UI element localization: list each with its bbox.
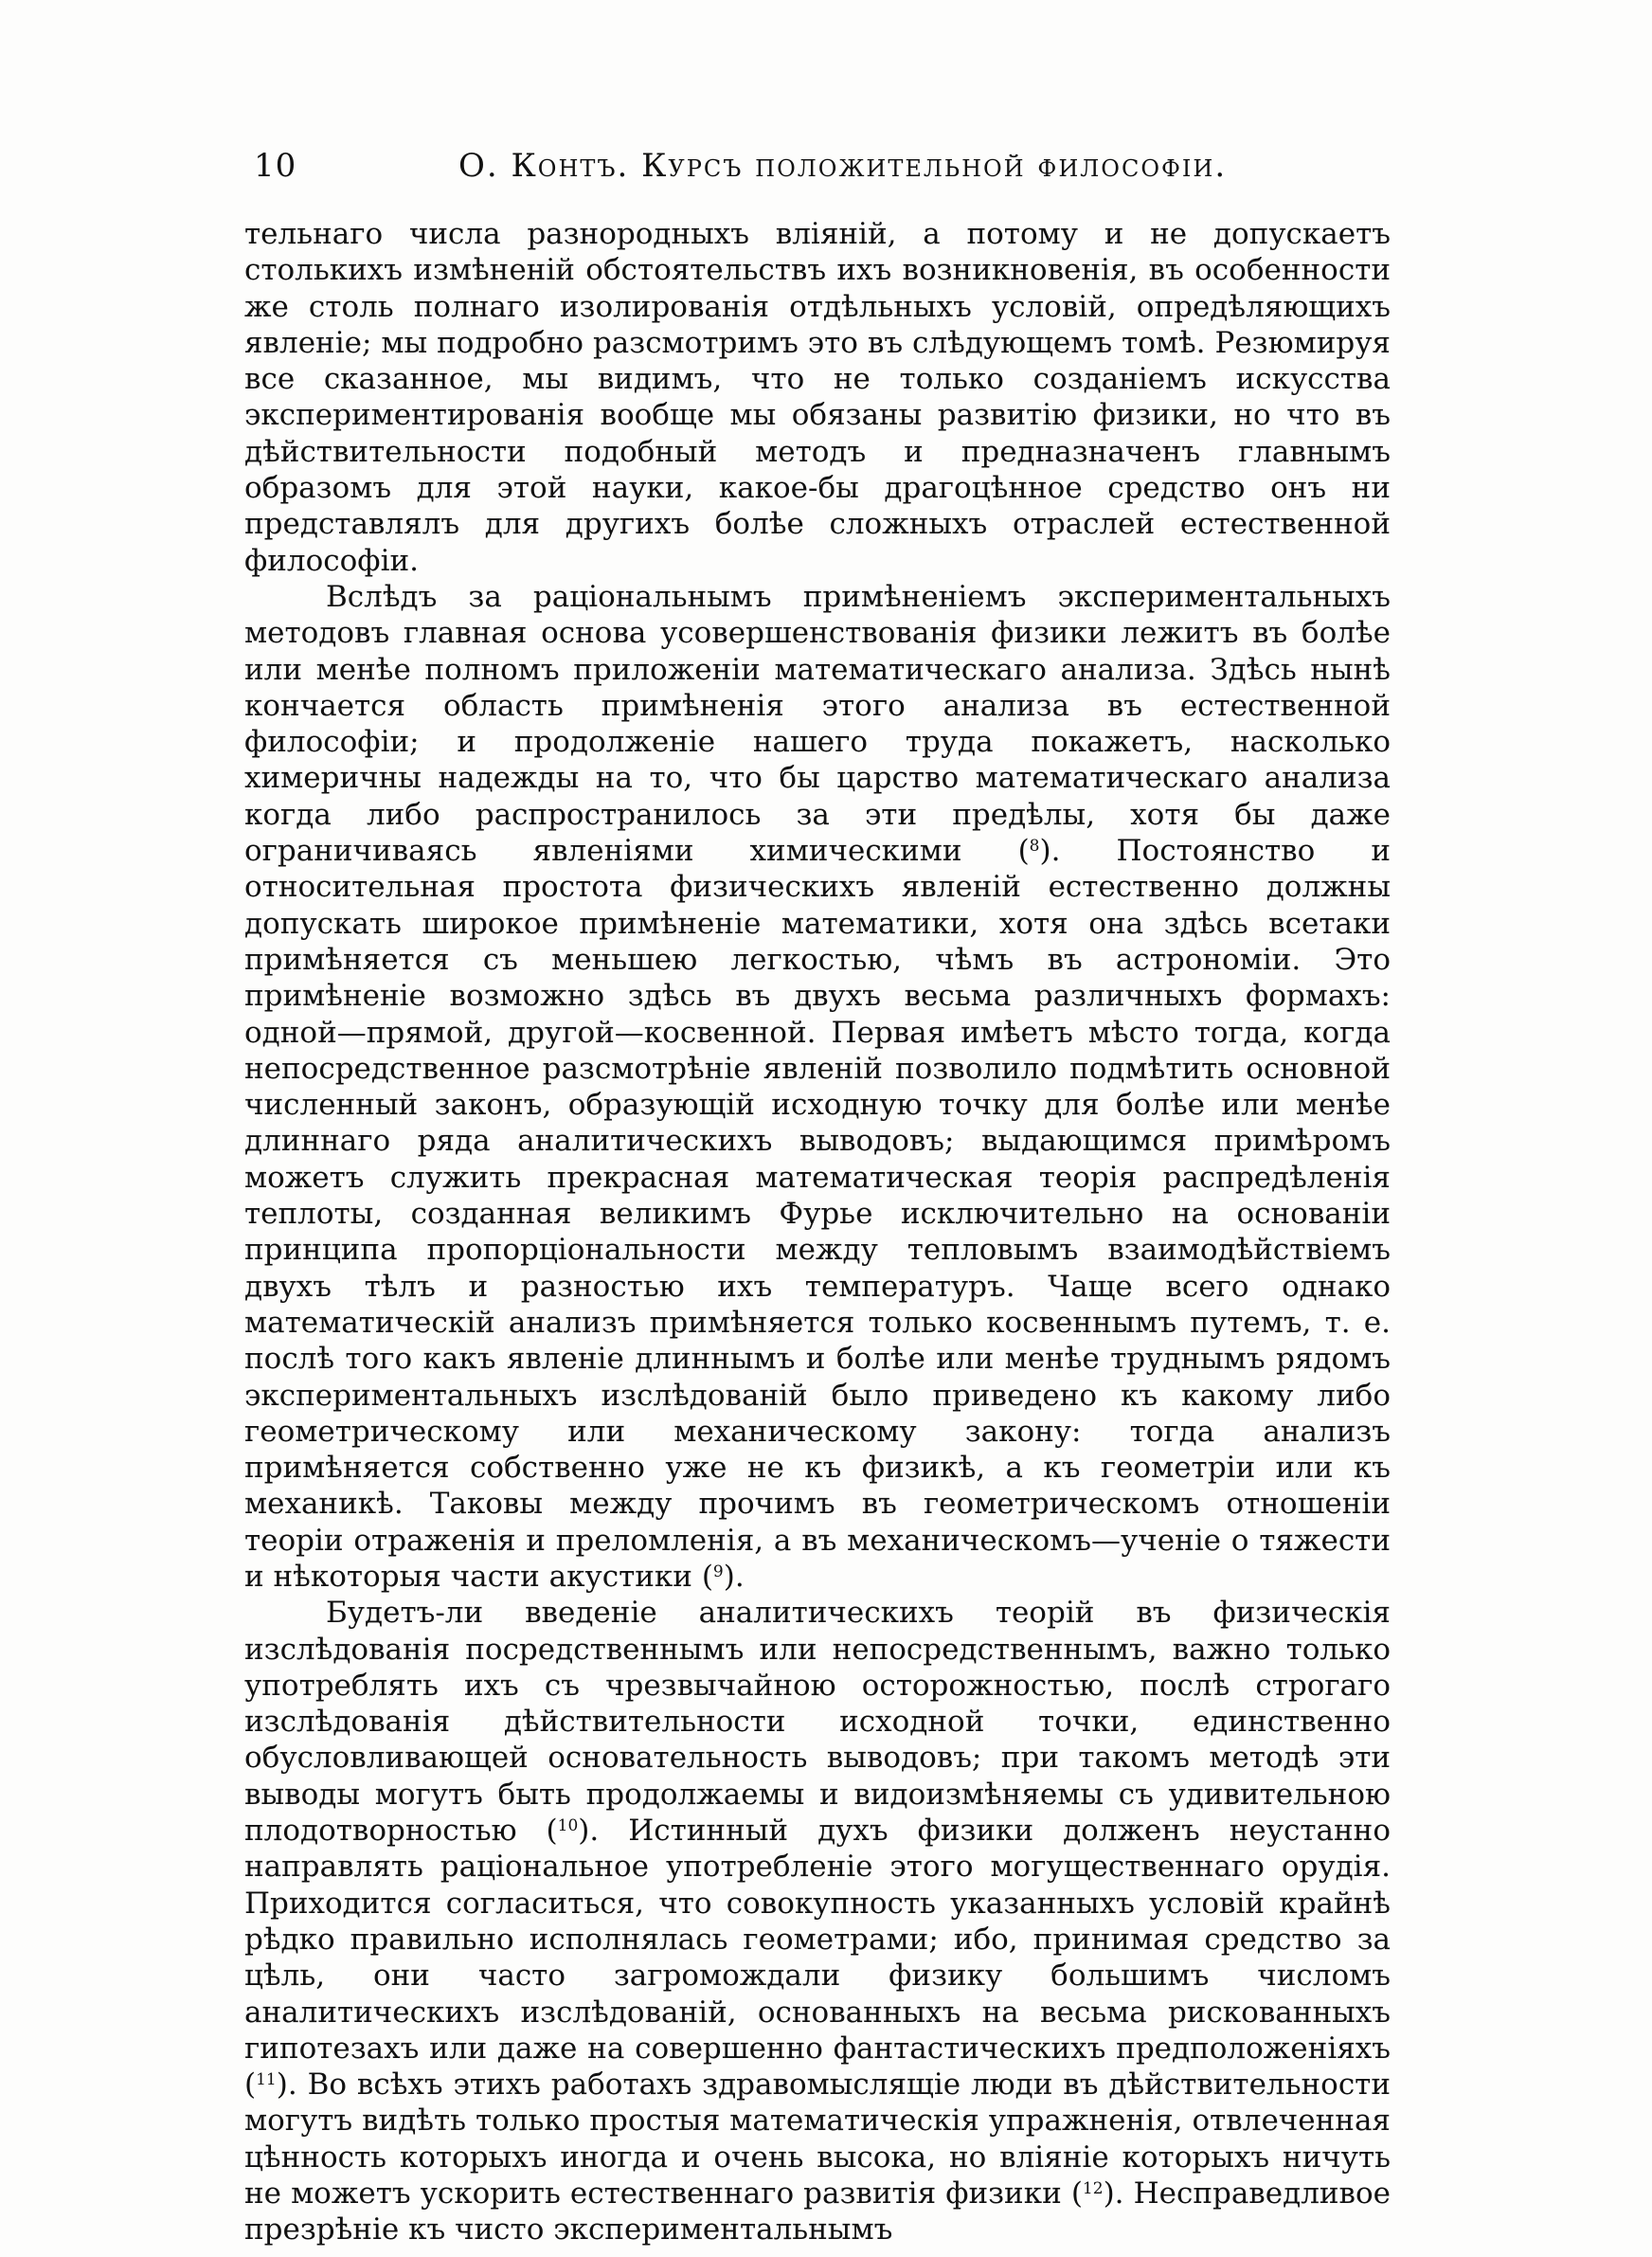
paragraph-2-text-b: ). Постоянство и относительная простота физическихъ явленій естественно должны допускать широкое примѣненіе математики, хотя она здѣсь всетаки примѣняется съ меньшею легкостью, чѣмъ въ астрономіи. Это примѣненіе возможно здѣсь въ двухъ весьма различныхъ формахъ: одной—прямой, другой—косвенной. Первая имѣетъ мѣсто тогда, когда непосредственное разсмотрѣніе явленій позволило подмѣтить основной численный законъ, образующій исходную точку для болѣе или менѣе длиннаго ряда аналитическихъ выводовъ; выдающимся примѣромъ можетъ служить прекрасная математическая теорія распредѣленія теплоты, созданная великимъ Фурье исключительно на основаніи принципа пропорціональности между тепловымъ взаимодѣйствіемъ двухъ тѣлъ и разностью ихъ температуръ. Чаще всего однако математическій анализъ примѣняется только косвеннымъ путемъ, т. е. послѣ того какъ явленіе длиннымъ и болѣе или менѣе труднымъ рядомъ экспериментальныхъ изслѣдованій было приведено къ какому либо геометрическому или механическому закону: тогда анализъ примѣняется собственно уже не къ физикѣ, а къ геометріи или къ механикѣ. Таковы между прочимъ въ геометрическомъ отношеніи теоріи отраженія и преломленія, а въ механическомъ—ученіе о тяжести и нѣкоторыя части акустики ( bbox=[244, 834, 1391, 1594]
paragraph-2-text-a: Вслѣдъ за раціональнымъ примѣненіемъ экспериментальныхъ методовъ главная основа усовершенствованія физики лежитъ въ болѣе или менѣе полномъ приложеніи математическаго анализа. Здѣсь нынѣ кончается область примѣненія этого анализа въ естественной философіи; и продолженіе нашего труда покажетъ, насколько химеричны надежды на то, что бы царство математическаго анализа когда либо распространилось за эти предѣлы, хотя бы даже ограничиваясь явленіями химическими ( bbox=[244, 579, 1391, 869]
footnote-ref-9: 9 bbox=[712, 1562, 724, 1581]
running-title: О. Контъ. Курсъ положительной философіи. bbox=[458, 147, 1228, 185]
footnote-ref-11: 11 bbox=[256, 2070, 277, 2090]
paragraph-3-text-d: ). Несправедливое презрѣніе къ чисто экспериментальнымъ bbox=[244, 2176, 1392, 2248]
body-text bbox=[244, 216, 1391, 2248]
paragraph-2 bbox=[244, 579, 1391, 1595]
paragraph-2-text-c: ). bbox=[723, 1559, 745, 1594]
paragraph-1 bbox=[244, 216, 1391, 579]
paragraph-3 bbox=[244, 1595, 1391, 2248]
page-header bbox=[254, 142, 1381, 190]
paragraph-1-text: тельнаго числа разнородныхъ вліяній, а потому и не допускаетъ столькихъ измѣненій обстоятельствъ ихъ возникновенія, въ особенности же столь полнаго изолированія отдѣльныхъ условій, опредѣляющихъ явленіе; мы подробно разсмотримъ это въ слѣдующемъ томѣ. Резюмируя все сказанное, мы видимъ, что не только созданіемъ искусства экспериментированія вообще мы обязаны развитію физики, но что въ дѣйствительности подобный методъ и предназначенъ главнымъ образомъ для этой науки, какое-бы драгоцѣнное средство онъ ни представлялъ для другихъ болѣе сложныхъ отраслей естественной философіи. bbox=[244, 217, 1391, 578]
paragraph-3-text-b: ). Истинный духъ физики долженъ неустанно направлять раціональное употребленіе этого могущественнаго орудія. Приходится согласиться, что совокупность указанныхъ условій крайнѣ рѣдко правильно исполнялась геометрами; ибо, принимая средство за цѣль, они часто загромождали физику большимъ числомъ аналитическихъ изслѣдованій, основанныхъ на весьма рискованныхъ гипотезахъ или даже на совершенно фантастическихъ предположеніяхъ ( bbox=[244, 1814, 1391, 2103]
footnote-ref-12: 12 bbox=[1082, 2179, 1104, 2199]
paragraph-3-text-a: Будетъ-ли введеніе аналитическихъ теорій въ физическія изслѣдованія посредственнымъ или непосредственнымъ, важно только употреблять ихъ съ чрезвычайною осторожностью, послѣ строгаго изслѣдованія дѣйствительности исходной точки, единственно обусловливающей основательность выводовъ; при такомъ методѣ эти выводы могутъ быть продолжаемы и видоизмѣняемы съ удивительною плодотворностью ( bbox=[244, 1596, 1391, 1849]
paragraph-3-text-c: ). Во всѣхъ этихъ работахъ здравомыслящіе люди въ дѣйствительности могутъ видѣть только простыя математическія упражненія, отвлеченная цѣнность которыхъ иногда и очень высока, но вліяніе которыхъ ничуть не можетъ ускорить естественнаго развитія физики ( bbox=[244, 2067, 1391, 2212]
footnote-ref-8: 8 bbox=[1029, 837, 1040, 857]
footnote-ref-10: 10 bbox=[557, 1816, 579, 1836]
page-number: 10 bbox=[254, 147, 297, 185]
